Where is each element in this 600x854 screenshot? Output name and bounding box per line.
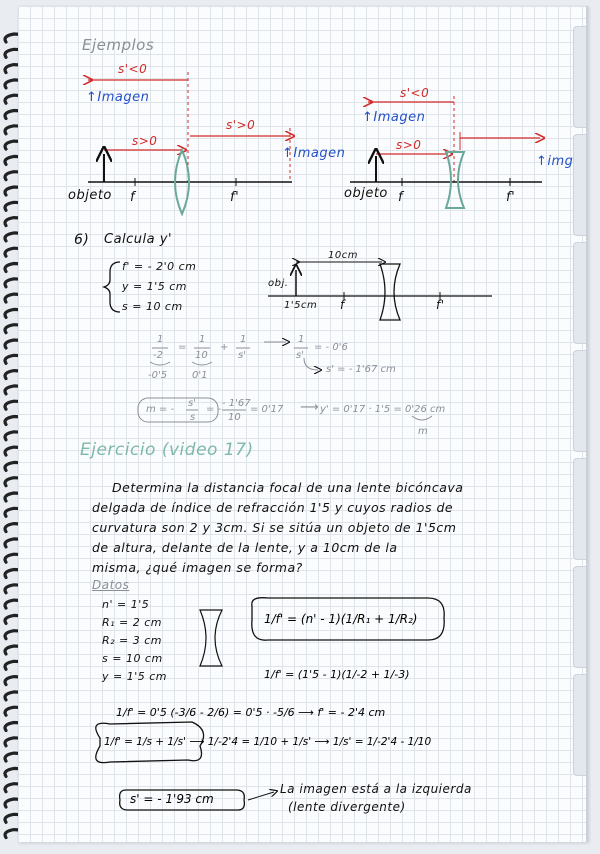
eq3-num2: - 1'67 bbox=[222, 398, 251, 409]
eq1-under2: 0'1 bbox=[192, 370, 208, 381]
problem-number: 6) bbox=[74, 232, 90, 248]
eq1-res-den: s' bbox=[296, 350, 304, 361]
eq3-m-label: m bbox=[418, 426, 428, 437]
ejercicio-line-4: de altura, delante de la lente, y a 10cm de la bbox=[92, 540, 398, 555]
eq1-res-num: 1 bbox=[298, 334, 305, 345]
given-1: f' = - 2'0 cm bbox=[122, 260, 197, 273]
label-s-prime-neg: s'<0 bbox=[118, 62, 148, 76]
label-objeto: objeto bbox=[68, 188, 112, 203]
ejercicio-line-3: curvatura son 2 y 3cm. Si se sitúa un objeto de 1'5cm bbox=[92, 520, 457, 535]
eq3-m: m = - bbox=[146, 404, 175, 415]
fig-dist: 10cm bbox=[328, 250, 358, 261]
ejercicio-line-2: delgada de índice de refracción 1'5 y cuyos radios de bbox=[92, 500, 454, 515]
label-s-pos-2: s>0 bbox=[396, 138, 422, 152]
eq1-lhs-num: 1 bbox=[157, 334, 164, 345]
ejercicio-title: Ejercicio (video 17) bbox=[80, 440, 254, 460]
final-result: s' = - 1'93 cm bbox=[130, 792, 214, 806]
img-text: img bbox=[547, 154, 574, 169]
conclusion-line-1: La imagen está a la izquierda bbox=[280, 782, 472, 796]
dato-2: R₁ = 2 cm bbox=[102, 616, 163, 629]
given-3: s = 10 cm bbox=[122, 300, 183, 313]
eq3-num1: s' bbox=[188, 398, 196, 409]
eq1-t1-den: 10 bbox=[195, 350, 208, 361]
eq3-val1: = 0'17 bbox=[250, 404, 284, 415]
imagen-text: Imagen bbox=[97, 90, 150, 105]
label-s-prime-pos: s'>0 bbox=[226, 118, 256, 132]
lensmaker-substituted: 1/f' = (1'5 - 1)(1/-2 + 1/-3) bbox=[264, 668, 410, 681]
label-f-prime-2: f' bbox=[506, 190, 516, 205]
fig-f-prime: f' bbox=[436, 298, 445, 312]
label-imagen: ↑Imagen bbox=[86, 90, 150, 105]
ejercicio-line-5: misma, ¿qué imagen se forma? bbox=[92, 560, 303, 575]
eq3-den1: s bbox=[190, 412, 196, 423]
fig-f: f bbox=[340, 298, 345, 312]
eq2: s' = - 1'67 cm bbox=[326, 364, 396, 375]
label-f-prime: f' bbox=[230, 190, 240, 205]
eq1-t2-num: 1 bbox=[240, 334, 247, 345]
dato-1: n' = 1'5 bbox=[102, 598, 150, 611]
eq3-result: y' = 0'17 · 1'5 = 0'26 cm bbox=[320, 404, 446, 415]
label-objeto-2: objeto bbox=[344, 186, 388, 201]
eq3-arrow: ⟶ bbox=[300, 400, 319, 415]
problem-prompt: Calcula y' bbox=[104, 232, 173, 247]
section-title-ejemplos: Ejemplos bbox=[82, 36, 155, 54]
eq1-t1-num: 1 bbox=[199, 334, 206, 345]
conclusion-line-2: (lente divergente) bbox=[288, 800, 406, 814]
label-imagen-2: ↑Imagen bbox=[362, 110, 426, 125]
imagen-2-text: Imagen bbox=[373, 110, 426, 125]
datos-title: Datos bbox=[92, 578, 130, 592]
thin-lens-equation: 1/f' = 1/s + 1/s' ⟶ 1/-2'4 = 1/10 + 1/s' ⟶ 1/s' = 1/-2'4 - 1/10 bbox=[104, 736, 432, 748]
dato-4: s = 10 cm bbox=[102, 652, 163, 665]
lensmaker-equation: 1/f' = (n' - 1)(1/R₁ + 1/R₂) bbox=[264, 612, 418, 626]
label-s-pos: s>0 bbox=[132, 134, 158, 148]
given-2: y = 1'5 cm bbox=[122, 280, 188, 293]
ejercicio-line-1: Determina la distancia focal de una lente bicóncava bbox=[112, 480, 464, 495]
dato-5: y = 1'5 cm bbox=[102, 670, 168, 683]
eq1-lhs-den: -2 bbox=[153, 350, 163, 361]
lensmaker-result: 1/f' = 0'5 (-3/6 - 2/6) = 0'5 · -5/6 ⟶ f' = - 2'4 cm bbox=[116, 706, 386, 719]
label-f-2: f bbox=[398, 190, 404, 205]
dato-3: R₂ = 3 cm bbox=[102, 634, 163, 647]
problem6-figure bbox=[96, 262, 492, 810]
label-f: f bbox=[130, 190, 136, 205]
fig-obj: obj. bbox=[268, 278, 289, 289]
label-img: ↑img bbox=[536, 154, 574, 169]
label-s-prime-neg-2: s'<0 bbox=[400, 86, 430, 100]
eq1-t2-den: s' bbox=[238, 350, 246, 361]
eq1-res-val: = - 0'6 bbox=[314, 342, 348, 353]
imagen-right-text: Imagen bbox=[293, 146, 346, 161]
fig-height: 1'5cm bbox=[284, 300, 318, 311]
eq3-den2: 10 bbox=[228, 412, 241, 423]
eq1-under1: -0'5 bbox=[148, 370, 168, 381]
label-imagen-right: ↑Imagen bbox=[282, 146, 346, 161]
